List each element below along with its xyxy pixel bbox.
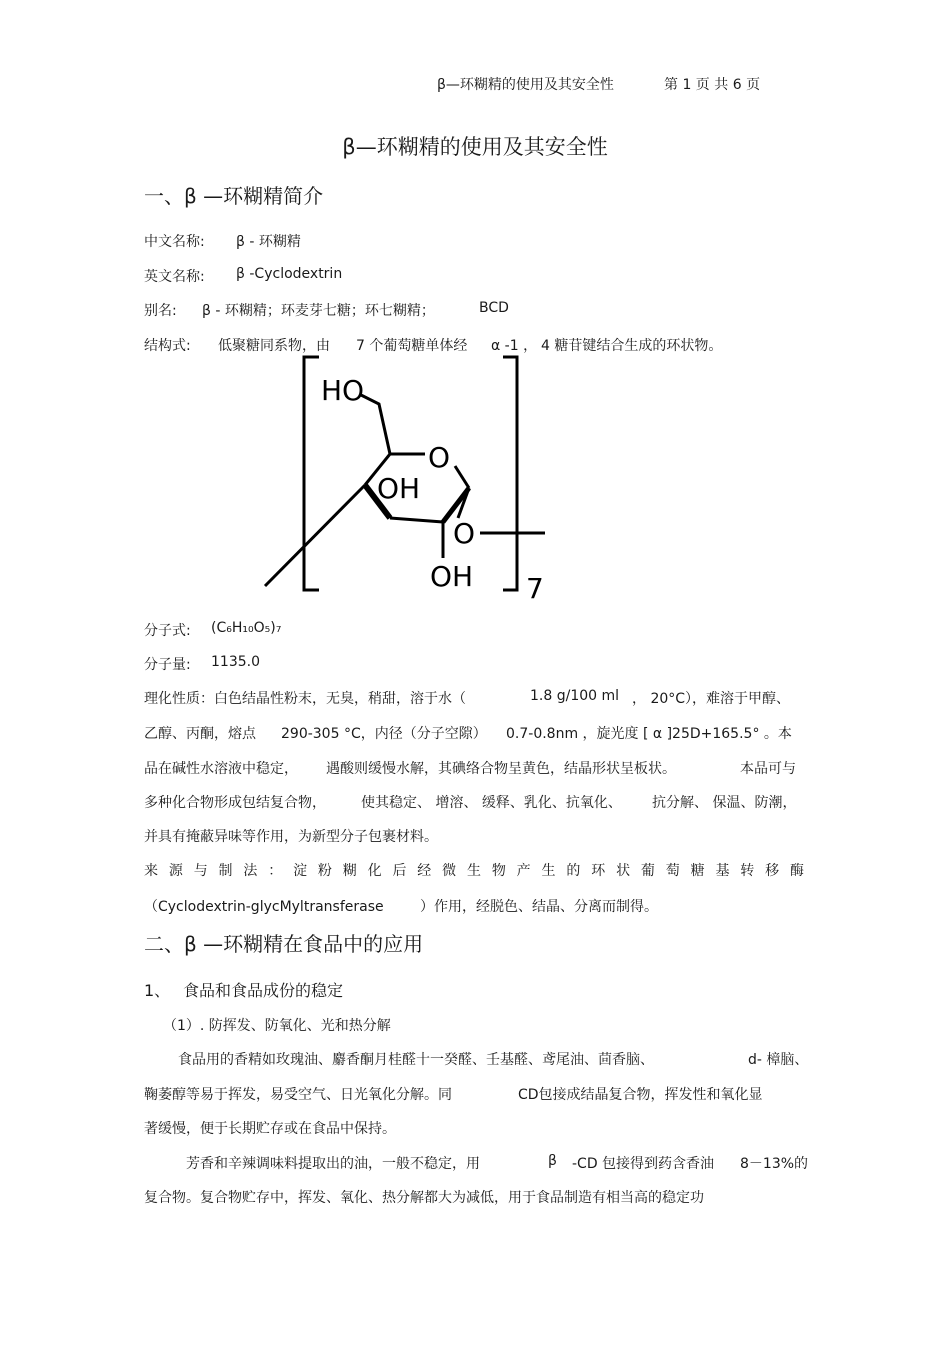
para2-line1c: -CD 包接得到药含香油 <box>572 1156 715 1172</box>
props-line2b: 290-305 °C，内径（分子空隙） <box>281 726 487 742</box>
para1-line2b: CD包接成结晶复合物，挥发性和氧化显 <box>518 1087 763 1103</box>
para2-line1a: 芳香和辛辣调味料提取出的油，一般不稳定，用 <box>186 1156 480 1172</box>
props-line2a: 乙醇、丙酮，熔点 <box>144 726 256 742</box>
header-doc-title: β—环糊精的使用及其安全性 <box>437 77 614 93</box>
bond-ch2 <box>361 395 390 454</box>
source-line1: 来 源 与 制 法 ： 淀 粉 糊 化 后 经 微 生 物 产 生 的 环 状 葡 萄 糖 基 转 移 酶 <box>144 863 804 879</box>
props-line4c: 抗分解、 保温、防潮， <box>652 795 797 811</box>
label-o-ring: O <box>428 441 451 474</box>
alias-abbr: BCD <box>479 300 509 316</box>
sub1-1-title: （1）. 防挥发、防氧化、光和热分解 <box>163 1018 391 1034</box>
props-line4b: 使其稳定、 增溶、 缓释、乳化、抗氧化、 <box>361 795 622 811</box>
bracket-left <box>304 357 319 590</box>
label-oh-bottom: OH <box>430 560 474 593</box>
en-name-label: 英文名称: <box>144 269 205 285</box>
structure-desc-b: 7 个葡萄糖单体经 <box>356 338 468 354</box>
source-line2b: ）作用，经脱色、结晶、分离而制得。 <box>420 899 658 915</box>
props-line4a: 多种化合物形成包结复合物， <box>144 795 326 811</box>
mw-label: 分子量: <box>144 657 191 673</box>
para1-line1a: 食品用的香精如玫瑰油、麝香酮月桂醛十一癸醛、壬基醛、鸢尾油、茴香脑、 <box>178 1052 654 1068</box>
mw-value: 1135.0 <box>211 654 260 670</box>
para1-line2a: 鞠萎醇等易于挥发，易受空气、日光氧化分解。同 <box>144 1087 452 1103</box>
para1-line3: 著缓慢，便于长期贮存或在食品中保持。 <box>144 1121 396 1137</box>
alias-label: 别名: <box>144 303 177 319</box>
para2-line2: 复合物。复合物贮存中，挥发、氧化、热分解都大为减低，用于食品制造有相当高的稳定功 <box>144 1190 704 1206</box>
alias-value: β - 环糊精；环麦芽七糖；环七糊精； <box>202 303 435 319</box>
props-line1c: ， 20°C），难溶于甲醇、 <box>632 691 791 707</box>
bond-chain-diagonal <box>265 485 365 586</box>
bond-ring-bottom <box>390 518 443 522</box>
props-line3a: 品在碱性水溶液中稳定， <box>144 761 298 777</box>
cn-name-value: β - 环糊精 <box>236 234 301 250</box>
bond-ring-o-c1 <box>455 466 469 488</box>
props-line1a: 理化性质：白色结晶性粉末，无臭，稍甜，溶于水（ <box>144 691 466 707</box>
label-repeat-count: 7 <box>526 572 544 605</box>
para1-line1b: d- 樟脑、 <box>748 1052 809 1068</box>
formula-label: 分子式: <box>144 623 191 639</box>
formula-value: (C₆H₁₀O₅)₇ <box>211 620 282 636</box>
section2-heading: 二、β —环糊精在食品中的应用 <box>144 932 424 956</box>
bracket-right <box>503 357 517 590</box>
structure-desc-a: 低聚糖同系物，由 <box>218 338 330 354</box>
label-ho-top: HO <box>321 374 365 407</box>
para2-line1d: 8－13%的 <box>740 1156 809 1172</box>
props-line3c: 本品可与 <box>740 761 796 777</box>
props-line5: 并具有掩蔽异味等作用，为新型分子包裹材料。 <box>144 829 438 845</box>
en-name-value: β -Cyclodextrin <box>236 266 343 282</box>
props-line2c: 0.7-0.8nm ，旋光度 [ α ]25D+165.5° 。本 <box>506 726 792 742</box>
source-line2a: （Cyclodextrin-glycMyltransferase <box>144 899 384 915</box>
props-line1b: 1.8 g/100 ml <box>530 688 620 704</box>
para2-line1b: β <box>548 1153 557 1169</box>
sub1-title: 食品和食品成份的稳定 <box>183 981 344 1000</box>
cn-name-label: 中文名称: <box>144 234 205 250</box>
sub1-number: 1、 <box>144 981 171 1000</box>
label-o-link: O <box>453 517 476 550</box>
structural-formula <box>255 350 565 610</box>
structure-desc-c: α -1 ， <box>491 338 538 354</box>
structure-label: 结构式: <box>144 338 191 354</box>
header-page-info: 第 1 页 共 6 页 <box>664 77 761 93</box>
page-title: β—环糊精的使用及其安全性 <box>342 135 608 159</box>
section1-heading: 一、β —环糊精简介 <box>144 184 324 208</box>
structure-desc-d: 4 糖苷键结合生成的环状物。 <box>541 338 723 354</box>
props-line3b: 遇酸则缓慢水解，其碘络合物呈黄色，结晶形状呈板状。 <box>326 761 676 777</box>
label-oh-mid: OH <box>377 472 421 505</box>
